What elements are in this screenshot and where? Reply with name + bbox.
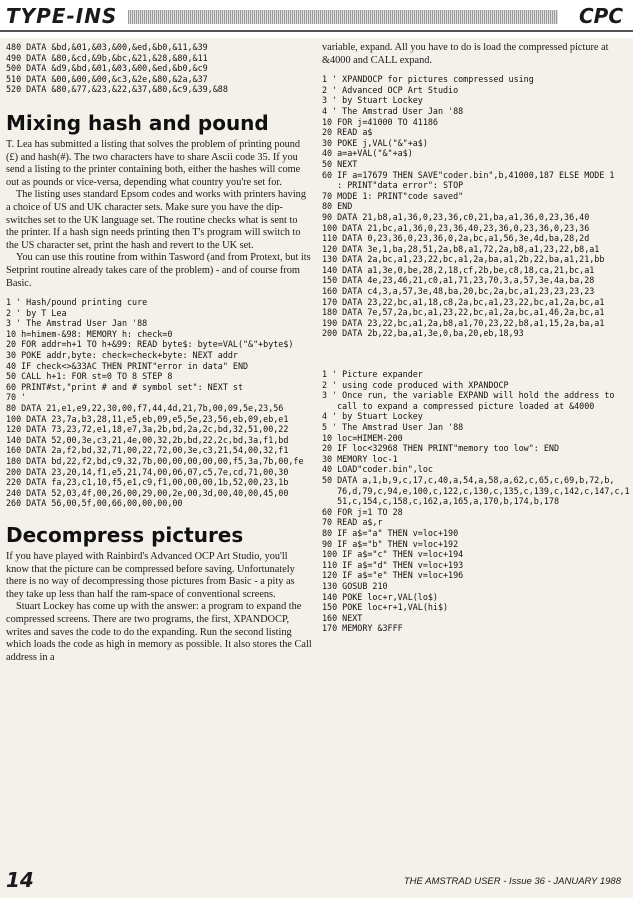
code-line: 2 ' using code produced with XPANDOCP	[322, 379, 509, 390]
code-line: 160 NEXT	[322, 612, 363, 623]
code-line: 80 IF a$="a" THEN v=loc+190	[322, 527, 459, 538]
code-line: 140 POKE loc+r,VAL(lo$)	[322, 591, 438, 602]
code-line: 80 END	[322, 201, 353, 212]
code-line: 200 DATA 2b,22,ba,a1,3e,0,ba,20,eb,18,93	[322, 328, 524, 339]
code-line: 60 IF a=17679 THEN SAVE"coder.bin",b,41000,187 ELSE MODE 1	[322, 169, 615, 180]
code-line: 500 DATA &d9,&bd,&01,&03,&00,&ed,&b0,&c9	[6, 63, 208, 74]
code-line: 260 DATA 56,00,5f,00,66,00,00,00,00	[6, 498, 183, 509]
code-line: 520 DATA &80,&77,&23,&22,&37,&80,&c9,&39,&88	[6, 84, 228, 95]
left-column	[6, 42, 312, 664]
code-line: 30 MEMORY loc-1	[322, 453, 398, 464]
code-line: 60 PRINT#st,"print # and # symbol set": NEXT st	[6, 381, 243, 392]
code-line: 20 IF loc<32968 THEN PRINT"memory too low": END	[322, 443, 559, 454]
code-line: 240 DATA 52,03,4f,00,26,00,29,00,2e,00,3d,00,40,00,45,00	[6, 487, 289, 498]
page-header	[0, 0, 633, 38]
code-line: 140 DATA 52,00,3e,c3,21,4e,00,32,2b,bd,22,2c,bd,3a,f1,bd	[6, 434, 289, 445]
code-line: 110 IF a$="d" THEN v=loc+193	[322, 559, 464, 570]
code-line: 180 DATA bd,22,f2,bd,c9,32,7b,00,00,00,00,00,f5,3a,7b,00,fe	[6, 456, 304, 466]
code-line: 120 DATA 73,23,72,e1,18,e7,3a,2b,bd,2a,2c,bd,32,51,00,22	[6, 424, 289, 435]
code-line: 180 DATA 7e,57,2a,bc,a1,23,22,bc,a1,2a,bc,a1,46,2a,bc,a1	[322, 307, 605, 318]
code-line: 50 NEXT	[322, 158, 358, 169]
publication-line: THE AMSTRAD USER - Issue 36 - JANUARY 1988	[403, 876, 621, 887]
code-line: 2 ' by T Lea	[6, 307, 67, 318]
decompress-para-2: Stuart Lockey has come up with the answer: a program to expand the compressed screens. There are two programs, the first, XPANDOCP, writes and saves the code to do the expanding. Run the second listing which loads the code as high in memory as possible. It also stores the Call address in a	[6, 601, 312, 663]
code-line: 4 ' The Amstrad User Jan '88	[322, 105, 464, 116]
code-line: 150 DATA 4e,23,46,21,c0,a1,71,23,70,3,a,57,3e,4a,ba,28	[322, 275, 595, 286]
code-line: 200 DATA 23,20,14,f1,e5,21,74,00,06,07,c5,7e,cd,71,00,30	[6, 466, 289, 477]
header-rule	[0, 30, 633, 32]
code-line: 1 ' XPANDOCP for pictures compressed using	[322, 74, 534, 85]
code-line: 150 POKE loc+r+1,VAL(hi$)	[322, 602, 449, 613]
code-line: 160 DATA 2a,f2,bd,32,71,00,22,72,00,3e,c3,21,54,00,32,f1	[6, 445, 289, 456]
code-line: 40 a=a+VAL("&"+a$)	[322, 148, 413, 159]
code-line: 2 ' Advanced OCP Art Studio	[322, 84, 459, 95]
code-line: 3 ' by Stuart Lockey	[322, 95, 423, 106]
mixing-code	[6, 297, 312, 509]
section-title: TYPE-INS	[6, 4, 118, 28]
machine-label: CPC	[578, 4, 623, 28]
code-line: 100 IF a$="c" THEN v=loc+194	[322, 549, 464, 560]
code-line: 30 POKE j,VAL("&"+a$)	[322, 137, 428, 148]
code-line: 70 READ a$,r	[322, 517, 383, 528]
expander-code	[322, 369, 628, 634]
code-line: 10 h=himem-&98: MEMORY h: check=0	[6, 328, 173, 339]
code-line: : PRINT"data error": STOP	[322, 180, 464, 191]
code-line: 5 ' The Amstrad User Jan '88	[322, 422, 464, 432]
code-line: 70 '	[6, 392, 27, 403]
code-line: 110 DATA 0,23,36,0,23,36,0,2a,bc,a1,56,3e,4d,ba,28,2d	[322, 233, 590, 244]
code-line: 40 LOAD"coder.bin",loc	[322, 464, 433, 475]
code-line: 20 FOR addr=h+1 TO h+&99: READ byte$: byte=VAL("&"+byte$)	[6, 339, 294, 350]
code-line: 130 GOSUB 210	[322, 580, 388, 591]
code-line: 170 MEMORY &3FFF	[322, 623, 403, 634]
code-line: 100 DATA 21,bc,a1,36,0,23,36,40,23,36,0,23,36,0,23,36	[322, 222, 590, 233]
code-line: 51,c,154,c,158,c,162,a,165,a,170,b,174,b,178	[322, 496, 559, 507]
code-line: 80 DATA 21,e1,e9,22,30,00,f7,44,4d,21,7b,00,09,5e,23,56	[6, 403, 284, 414]
code-line: 3 ' The Amstrad User Jan '88	[6, 318, 148, 329]
code-line: 100 DATA 23,7a,b3,28,11,e5,eb,09,e5,5e,23,56,eb,09,eb,e1	[6, 413, 289, 424]
header-dotted-bar	[128, 10, 558, 24]
code-line: 70 MODE 1: PRINT"code saved"	[322, 190, 464, 201]
code-line: 20 READ a$	[322, 127, 373, 138]
code-line: 10 loc=HIMEM-200	[322, 432, 403, 443]
mixing-para-3: You can use this routine from within Tasword (and from Protext, but its Setprint routine already takes care of the problem) - and of course from Basic.	[6, 252, 311, 289]
mixing-para-2: The listing uses standard Epsom codes and works with printers having a choice of US and UK character sets. Make sure you have the dip-switches set to the UK language set. The routine checks what is sent to the printer. If a hash sign needs printing then T's program will switch to the US character set, print the hash and revert to the UK set.	[6, 189, 306, 251]
code-line: 220 DATA fa,23,c1,10,f5,e1,c9,f1,00,00,00,1b,52,00,23,1b	[6, 477, 289, 488]
decompress-para-1: If you have played with Rainbird's Advanced OCP Art Studio, you'll know that the picture can be compressed before saving. Unfortunately there is no way of decompressing those pictures from Basic - a pity as they take up less than half the ram-space of conventional screens.	[6, 550, 295, 600]
decompress-heading: Decompress pictures	[6, 522, 244, 547]
code-line: 190 DATA 23,22,bc,a1,2a,b8,a1,70,23,22,b8,a1,15,2a,ba,a1	[322, 317, 605, 328]
code-line: 170 DATA 23,22,bc,a1,18,c8,2a,bc,a1,23,22,bc,a1,2a,bc,a1	[322, 296, 605, 307]
code-line: 76,d,79,c,94,e,100,c,122,c,130,c,135,c,139,c,142,c,147,c,1	[322, 485, 630, 496]
right-column	[322, 42, 628, 634]
code-line: 40 IF check<>&33AC THEN PRINT"error in data" END	[6, 360, 249, 371]
mixing-heading: Mixing hash and pound	[6, 110, 269, 135]
listing-top	[6, 42, 312, 95]
code-line: 140 DATA a1,3e,0,be,28,2,18,cf,2b,be,c8,18,ca,21,bc,a1	[322, 264, 595, 275]
code-line: 490 DATA &80,&cd,&9b,&bc,&21,&28,&80,&11	[6, 52, 208, 63]
code-line: 3 ' Once run, the variable EXPAND will hold the address to	[322, 390, 615, 401]
code-line: 480 DATA &bd,&01,&03,&00,&ed,&b0,&11,&39	[6, 42, 208, 52]
code-line: 90 IF a$="b" THEN v=loc+192	[322, 538, 459, 549]
code-line: 510 DATA &00,&00,&00,&c3,&2e,&80,&2a,&37	[6, 73, 208, 84]
mixing-para-1: T. Lea has submitted a listing that solves the problem of printing pound (£) and hash(#). The two characters have to share Ascii code 35. If you send a listing to the printer containing both, either the hashes will come out as pounds or vice-versa, depending what country you're set for.	[6, 138, 301, 188]
xpandocp-code	[322, 74, 628, 339]
code-line: 4 ' by Stuart Lockey	[322, 411, 423, 422]
code-line: 130 DATA 2a,bc,a1,23,22,bc,a1,2a,ba,a1,2b,22,ba,a1,21,bb	[322, 254, 605, 265]
code-line: 60 FOR j=1 TO 28	[322, 506, 403, 517]
code-line: 50 DATA a,1,b,9,c,17,c,40,a,54,a,58,a,62,c,65,c,69,b,72,b,	[322, 474, 615, 485]
code-line: 1 ' Hash/pound printing cure	[6, 297, 148, 308]
decompress-para-3: variable, expand. All you have to do is load the compressed picture at &4000 and CALL expand.	[322, 42, 609, 66]
code-line: 120 DATA 3e,1,ba,28,51,2a,b8,a1,72,2a,b8,a1,23,22,b8,a1	[322, 243, 600, 254]
code-line: 30 POKE addr,byte: check=check+byte: NEXT addr	[6, 350, 238, 361]
code-line: 120 IF a$="e" THEN v=loc+196	[322, 570, 464, 581]
code-line: 50 CALL h+1: FOR st=0 TO 8 STEP 8	[6, 371, 173, 382]
code-line: 90 DATA 21,b8,a1,36,0,23,36,c0,21,ba,a1,36,0,23,36,40	[322, 211, 590, 222]
code-line: 1 ' Picture expander	[322, 369, 423, 380]
page-footer	[0, 866, 633, 898]
code-line: 10 FOR j=41000 TO 41186	[322, 116, 438, 127]
page-number: 14	[6, 868, 34, 892]
code-line: call to expand a compressed picture loaded at &4000	[322, 400, 595, 411]
code-line: 160 DATA c4,3,a,57,3e,48,ba,20,bc,2a,bc,a1,23,23,23,23	[322, 286, 595, 297]
